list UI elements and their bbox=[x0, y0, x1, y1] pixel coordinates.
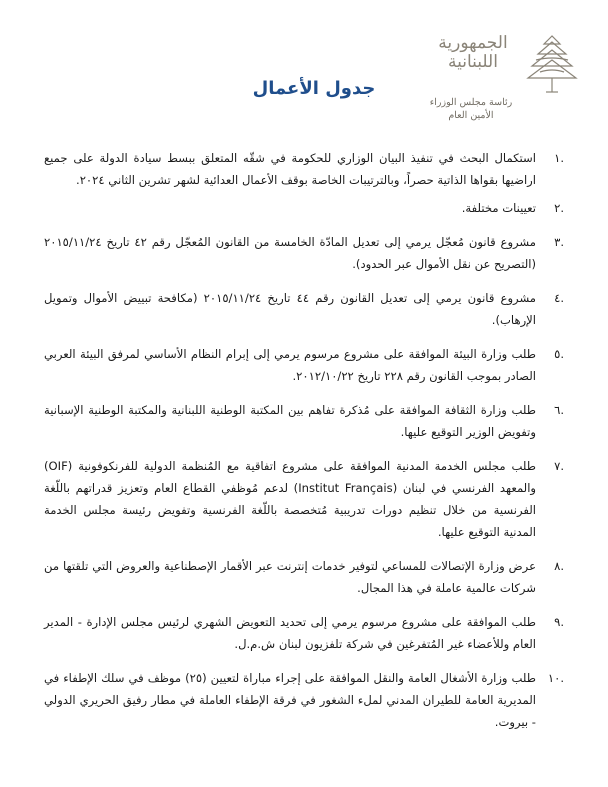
agenda-item-text: استكمال البحث في تنفيذ البيان الوزاري للحكومة في شقّه المتعلق ببسط سيادة الدولة على جميع اراضيها بقواها الذاتية حصراً، وبالترتيبات الخاصة بوقف الأعمال العدائية لشهر تشرين الثاني ٢٠٢٤. bbox=[44, 151, 536, 187]
agenda-item-4 bbox=[44, 287, 564, 331]
agenda-item-9 bbox=[44, 611, 564, 655]
agenda-item-number: .٦ bbox=[554, 403, 564, 417]
agenda-item-2 bbox=[44, 197, 564, 219]
agenda-item-number: .٥ bbox=[554, 347, 564, 361]
agenda-item-5 bbox=[44, 343, 564, 387]
letterhead bbox=[420, 14, 590, 124]
agenda-item-text: طلب وزارة الأشغال العامة والنقل الموافقة على إجراء مباراة لتعيين (٢٥) موظف في سلك الإطفاء في المديرية العامة للطيران المدني لملء الشغور في فرقة الإطفاء العاملة في مطار رفيق الحريري الدولي - بيروت. bbox=[44, 671, 536, 729]
page-title bbox=[0, 78, 608, 99]
page-title-text: جدول الأعمال bbox=[252, 78, 376, 99]
office-name bbox=[426, 96, 516, 122]
agenda-item-number: .٤ bbox=[554, 291, 564, 305]
agenda-item-number: .٩ bbox=[554, 615, 564, 629]
agenda-list bbox=[44, 147, 564, 745]
agenda-item-number: .٨ bbox=[554, 559, 564, 573]
office-line-1: رئاسة مجلس الوزراء bbox=[429, 97, 513, 108]
agenda-item-10 bbox=[44, 667, 564, 733]
agenda-item-text: مشروع قانون يرمي إلى تعديل القانون رقم ٤٤ تاريخ ٢٠١٥/١١/٢٤ (مكافحة تبييض الأموال وتمويل الإرهاب). bbox=[44, 291, 536, 327]
republic-line-2: اللبنانية bbox=[448, 52, 498, 72]
agenda-item-8 bbox=[44, 555, 564, 599]
agenda-item-text: طلب وزارة الثقافة الموافقة على مُذكرة تفاهم بين المكتبة الوطنية اللبنانية والمكتبة الوطنية الإسبانية وتفويض الوزير التوقيع عليها. bbox=[44, 403, 536, 439]
agenda-item-number: .٣ bbox=[554, 235, 564, 249]
agenda-item-text: طلب الموافقة على مشروع مرسوم يرمي إلى تحديد التعويض الشهري لرئيس مجلس الإدارة - المدير العام وللأعضاء غير المُتفرغين في شركة تلفزيون لبنان ش.م.ل. bbox=[44, 615, 536, 651]
agenda-item-3 bbox=[44, 231, 564, 275]
agenda-item-text: عرض وزارة الإتصالات للمساعي لتوفير خدمات إنترنت عبر الأقمار الإصطناعية والعروض التي تلقتها من شركات عالمية عاملة في هذا المجال. bbox=[44, 559, 536, 595]
agenda-item-number: .٢ bbox=[554, 201, 564, 215]
agenda-item-number: .١ bbox=[554, 151, 564, 165]
office-line-2: الأمين العام bbox=[448, 110, 494, 121]
agenda-item-6 bbox=[44, 399, 564, 443]
agenda-item-1 bbox=[44, 147, 564, 191]
agenda-item-text: طلب وزارة البيئة الموافقة على مشروع مرسوم يرمي إلى إبرام النظام الأساسي لمرفق البيئة العربي الصادر بموجب القانون رقم ٢٢٨ تاريخ ٢٠١٢/١٠/٢٢. bbox=[44, 347, 536, 383]
agenda-item-7 bbox=[44, 455, 564, 543]
agenda-item-number: .٧ bbox=[554, 459, 564, 473]
republic-line-1: الجمهورية bbox=[438, 33, 508, 53]
republic-title bbox=[428, 34, 518, 72]
agenda-item-number: .١٠ bbox=[547, 671, 564, 685]
agenda-item-text: مشروع قانون مُعجّل يرمي إلى تعديل المادّة الخامسة من القانون المُعجّل رقم ٤٢ تاريخ ٢٠١٥/١١/٢٤ (التصريح عن نقل الأموال عبر الحدود). bbox=[44, 235, 536, 271]
agenda-item-text: طلب مجلس الخدمة المدنية الموافقة على مشروع اتفاقية مع المُنظمة الدولية للفرنكوفونية (OIF) والمعهد الفرنسي في لبنان (Institut Français) لدعم مُوظفي القطاع العام وتعزيز قدراتهم باللّغة الفرنسية من خلال تنظيم دورات تدريبية مُتخصصة باللّغة الفرنسية وتفويض رئيسة مجلس الخدمة المدنية التوقيع عليها. bbox=[44, 459, 537, 539]
agenda-item-text: تعيينات مختلفة. bbox=[461, 201, 536, 215]
